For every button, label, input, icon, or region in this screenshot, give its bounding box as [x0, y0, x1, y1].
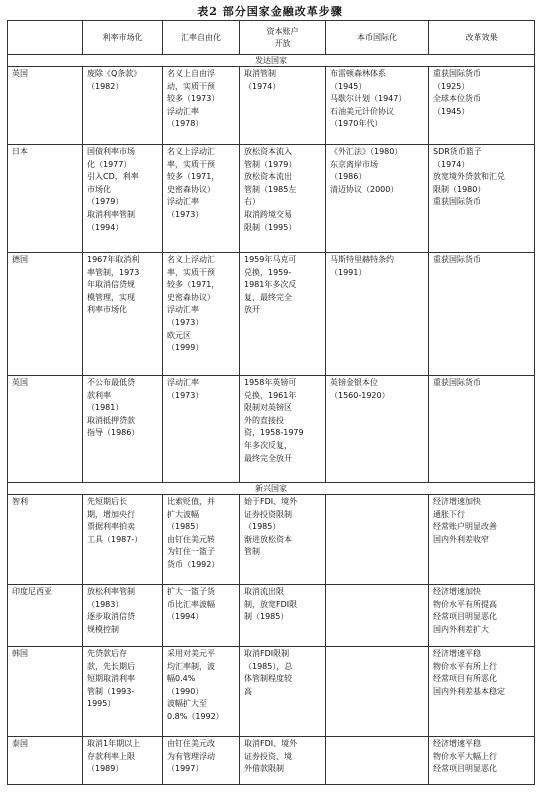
country-cell: 德国 — [8, 253, 83, 376]
table-cell: 1967年取消利 率管制，1973 年取消信贷规 模管理，实现 利率市场化 — [83, 253, 163, 376]
header-exchange-rate: 汇率自由化 — [163, 21, 240, 55]
section-row — [8, 483, 535, 495]
header-interest-rate: 利率市场化 — [83, 21, 163, 55]
table-cell: 废除《Q条款》 （1982） — [83, 67, 163, 145]
table-title: 表2 部分国家金融改革步骤 — [197, 5, 343, 18]
table-row — [8, 585, 535, 647]
reform-steps-table — [7, 20, 535, 785]
table-cell: 始于FDI、境外 证券投资限制 （1985） 渐进放松资本 管制 — [240, 495, 326, 585]
table-cell: 取消管制 （1974） — [240, 67, 326, 145]
table-cell: 名义上浮动汇 率，实质干预 较多（1971， 史密森协议） 浮动汇率 （1973） 欧元区 （1999） — [163, 253, 240, 376]
table-cell: 放松利率管制 （1983） 逐步取消信贷 规模控制 — [83, 585, 163, 647]
table-cell: 浮动汇率 （1973） — [163, 376, 240, 483]
table-cell: 马斯特里赫特条约 （1991） — [326, 253, 429, 376]
section-label-emerging: 新兴国家 — [8, 483, 535, 495]
section-row — [8, 55, 535, 67]
country-cell: 英国 — [8, 376, 83, 483]
table-cell: 名义上浮动汇 率，实质干预 较多（1971， 史密森协议） 浮动汇率 （1973） — [163, 145, 240, 253]
table-cell: 1958年英镑可 兑换，1961年 限制对英镑区 外的直接投 资，1958-1979 年多次反复， 最终完全放开 — [240, 376, 326, 483]
table-cell: 1959年马克可 兑换，1959- 1981年多次反 复，最终完全 放开 — [240, 253, 326, 376]
country-cell: 英国 — [8, 67, 83, 145]
table-cell: 取消1年期以上 存款利率上限 （1989） — [83, 737, 163, 785]
table-cell: 比索贬值，并 扩大波幅 （1985） 由钉住美元转 为钉住一篮子 货币（1992） — [163, 495, 240, 585]
table-cell: 经济增速加快 物价水平有所提高 经常项目明显恶化 国内外利差扩大 — [429, 585, 535, 647]
table-cell: 经济增速加快 通胀下行 经常账户明显改善 国内外利差收窄 — [429, 495, 535, 585]
header-blank — [8, 21, 83, 55]
table-cell — [326, 585, 429, 647]
table-cell: 重获国际货币 （1925） 全球本位货币 （1945） — [429, 67, 535, 145]
header-internationalization: 本币国际化 — [326, 21, 429, 55]
country-cell: 泰国 — [8, 737, 83, 785]
table-cell: 放松资本流入 管制（1979） 放松资本流出 管制（1985左 右） 取消跨境交易 限制（1995） — [240, 145, 326, 253]
table-cell: 取消FDI、境外 证券投资、境 外借款限制 — [240, 737, 326, 785]
header-effect: 改革效果 — [429, 21, 535, 55]
table-cell: 《外汇法》（1980） 东京离岸市场 （1986） 清迈协议（2000） — [326, 145, 429, 253]
table-cell: 先贷款后存 款，先长期后 短期取消利率 管制（1993- 1995） — [83, 647, 163, 737]
table-cell — [326, 495, 429, 585]
table-cell: 名义上自由浮 动，实质干预 较多（1973） 浮动汇率 （1978） — [163, 67, 240, 145]
table-cell: 取消FDI限制 （1985），总 体管制程度较 高 — [240, 647, 326, 737]
table-row — [8, 737, 535, 785]
table-row — [8, 376, 535, 483]
table-row — [8, 67, 535, 145]
header-row — [8, 21, 535, 55]
table-cell: 布雷顿森林体系 （1945） 马歇尔计划（1947） 石油美元计价协议 （1970年代） — [326, 67, 429, 145]
table-cell: 由钉住美元改 为有管理浮动 （1997） — [163, 737, 240, 785]
header-capital-account: 资本账户 开放 — [240, 21, 326, 55]
table-cell: 采用对美元平 均汇率制，波 幅0.4% （1990） 波幅扩大至 0.8%（1992） — [163, 647, 240, 737]
table-cell — [326, 647, 429, 737]
table-cell: 经济增速平稳 物价水平有所上行 经常项目有所恶化 国内外利差基本稳定 — [429, 647, 535, 737]
table-cell: SDR货币篮子 （1974） 放宽境外贷款和汇兑 限制（1980） 重获国际货币 — [429, 145, 535, 253]
table-cell: 不公布最低贷 款利率 （1981） 取消抵押贷款 指导（1986） — [83, 376, 163, 483]
table-row — [8, 145, 535, 253]
country-cell: 印度尼西亚 — [8, 585, 83, 647]
table-cell: 重获国际货币 — [429, 376, 535, 483]
table-cell: 经济增速平稳 物价水平大幅上行 经常项目明显恶化 — [429, 737, 535, 785]
section-label-developed: 发达国家 — [8, 55, 535, 67]
table-cell: 取消流出限 制，放宽FDI限 制（1985） — [240, 585, 326, 647]
country-cell: 智利 — [8, 495, 83, 585]
country-cell: 韩国 — [8, 647, 83, 737]
table-cell: 先短期后长 期，增加央行 票据利率拍卖 工具（1987-） — [83, 495, 163, 585]
table-row — [8, 647, 535, 737]
table-cell: 英镑金银本位 （1560-1920） — [326, 376, 429, 483]
table-cell: 重获国际货币 — [429, 253, 535, 376]
table-row — [8, 495, 535, 585]
country-cell: 日本 — [8, 145, 83, 253]
table-cell: 扩大一篮子货 币比汇率波幅 （1994） — [163, 585, 240, 647]
table-cell: 国债利率市场 化（1977） 引入CD，利率 市场化 （1979） 取消利率管制 （1994） — [83, 145, 163, 253]
table-row — [8, 253, 535, 376]
table-cell — [326, 737, 429, 785]
